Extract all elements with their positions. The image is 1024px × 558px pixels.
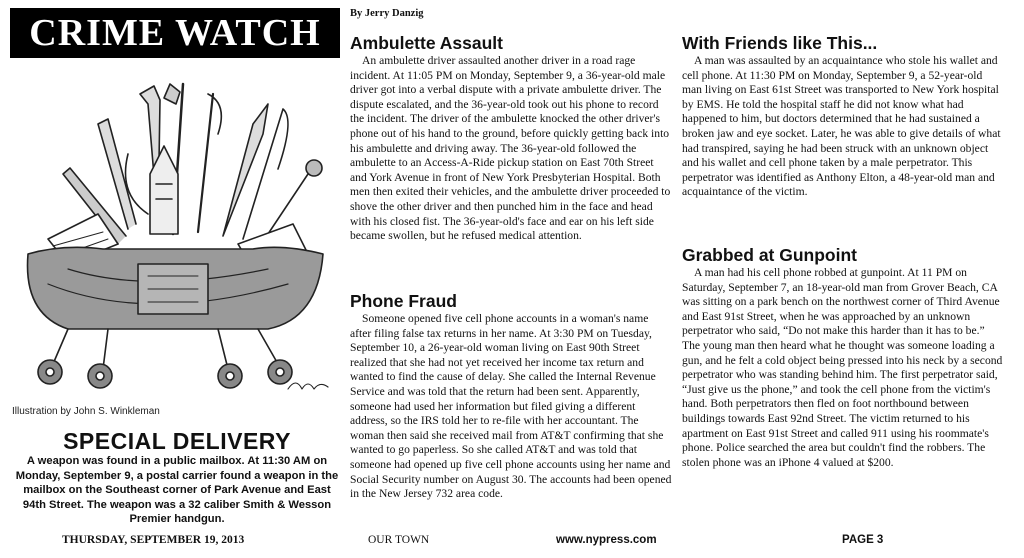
article-title: Ambulette Assault (350, 33, 503, 53)
article-with-friends (682, 32, 1004, 200)
article-body: Someone opened five cell phone accounts in a woman's name after filing false tax returns in her name. At 3:30 PM on Tuesday, September 10, a 26-year-old woman living on East 90th Street realized that she had not yet received her income tax return and wanted to find the cause of delay. She called the Internal Revenue Service and was told that the return had been sent. Apparently, someone had used her information but filed giving a different address, so the IRS told her to re-file with her accountant. The woman then said she received mail from AT&T confirming that she wanted to go paperless. So she called AT&T and was told that someone had opened up five cell phone accounts using her name and Social Security number on August 30. The accounts had been opened in the New Jersey 732 area code. (350, 312, 672, 501)
article-body: An ambulette driver assaulted another driver in a road rage incident. At 11:05 PM on Monday, September 9, a 36-year-old male driver got into a verbal dispute with a private ambulette driver. The dispute escalated, and the 36-year-old took out his phone to record the incident. The driver of the ambulette knocked the other driver's phone out of his hand to the ground, before quickly getting back into his ambulette and driving away. The 36-year-old followed the ambulette to an Access-A-Ride pickup station on East 70th Street and York Avenue in front of New York Presbyterian Hospital. Both men then exited their vehicles, and the ambulette driver proceeded to shove the other driver and then punched him in the face and head with his closed fist. The 36-year-old's face and ear on his left side became swollen, but he refused medical attention. (350, 54, 671, 243)
byline: By Jerry Danzig (350, 8, 424, 19)
masthead (10, 8, 340, 58)
masthead-title: CRIME WATCH (29, 12, 321, 54)
sidebar-body: A weapon was found in a public mailbox. At 11:30 AM on Monday, September 9, a postal carrier found a weapon in the mailbox on the Southeast corner of Park Avenue and East 94th Street. The weapon was a 32 caliber Smith & Wesson Premier handgun. (15, 455, 339, 526)
sidebar-heading: SPECIAL DELIVERY (63, 428, 291, 454)
mailbox-illustration (8, 64, 344, 404)
article-phone-fraud (350, 290, 672, 502)
article-title: Grabbed at Gunpoint (682, 245, 857, 265)
footer-publication: OUR TOWN (368, 534, 430, 546)
article-grabbed-at-gunpoint (682, 244, 1004, 470)
footer-date: THURSDAY, SEPTEMBER 19, 2013 (62, 534, 245, 546)
article-ambulette-assault (350, 32, 672, 244)
illustration-credit: Illustration by John S. Winkleman (12, 406, 160, 417)
article-title: With Friends like This... (682, 33, 878, 53)
footer-page-number: PAGE 3 (842, 534, 884, 546)
article-body: A man was assaulted by an acquaintance who stole his wallet and cell phone. At 11:30 PM on Monday, September 9, a 52-year-old man living on East 61st Street was transported to New York hospital by EMS. He told the hospital staff he did not know what had happened to him, but doctors determined that he had sustained a broken jaw and eye socket. Later, he was able to give details of what had transpired, saying he had been struck with an unknown object and his wallet and cell phone taken by a male perpetrator. This perpetrator was identified as Anthony Elton, a 48-year-old man and acquaintance of the victim. (682, 54, 1001, 199)
article-body: A man had his cell phone robbed at gunpoint. At 11 PM on Saturday, September 7, an 18-year-old man from Grover Beach, CA was sitting on a park bench on the northwest corner of Third Avenue and East 91st Street, when he was approached by an unknown perpetrator who said, “Do not make this harder than it has to be.” The young man then heard what he thought was someone loading a gun, and he felt a cold object being pressed into his neck by a second perpetrator who was standing behind him. The first perpetrator said, “Just give us the phone,” and took the cell phone from the victim's hand. Both perpetrators then fled on foot northbound between buildings towards East 92nd Street. The victim returned to his apartment on East 91st Street and called 911 using his roommate's phone. Police searched the area but couldn't find the robbers. The stolen phone was an iPhone 4 valued at $200. (682, 266, 1003, 469)
article-title: Phone Fraud (350, 291, 457, 311)
footer-url: www.nypress.com (556, 534, 657, 546)
